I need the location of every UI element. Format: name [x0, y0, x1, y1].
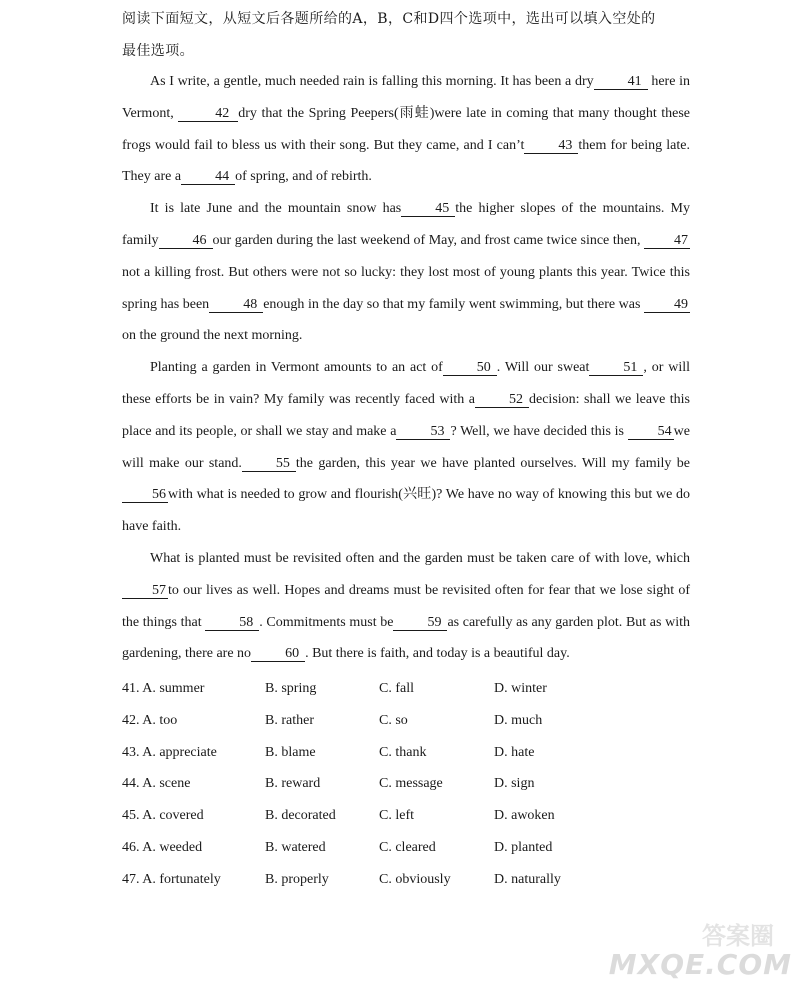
question-47-row [122, 866, 702, 898]
option-b: B. decorated [265, 808, 336, 824]
paragraph-3 [122, 352, 690, 543]
blank-47: 47 [644, 234, 690, 249]
passage-text: our garden during the last weekend of May, and frost came twice since then, [212, 232, 644, 248]
question-45-row [122, 802, 702, 834]
option-a: 42. A. too [122, 712, 178, 728]
option-c: C. fall [379, 681, 414, 696]
blank-56: 56 [122, 488, 168, 503]
option-b: B. properly [265, 871, 329, 887]
instructions-line-1: 阅读下面短文，从短文后各题所给的A，B，C和D四个选项中，选出可以填入空处的 [122, 11, 656, 27]
blank-50: 50 [443, 361, 497, 376]
question-44-row [122, 770, 702, 802]
blank-54: 54 [628, 425, 674, 440]
watermark-url-text: MXQE.COM [608, 948, 792, 981]
instructions-line-2: 最佳选项。 [122, 43, 194, 59]
passage-text: What is planted must be revisited often and the garden must be taken care of with love, which [150, 550, 690, 566]
option-d: D. hate [494, 744, 535, 760]
option-a: 43. A. appreciate [122, 744, 217, 760]
passage-text: dry that the Spring Peepers(雨蛙)were late in coming that many thought these frogs would fail to bless us with their song. But they came, and I can’t [122, 105, 691, 153]
option-c: C. message [379, 776, 443, 792]
option-c: C. thank [379, 744, 427, 760]
option-c: C. cleared [379, 839, 436, 855]
option-b: B. reward [265, 776, 321, 792]
blank-48: 48 [209, 298, 263, 313]
blank-57: 57 [122, 584, 168, 599]
passage-text: here in Vermont, [122, 74, 690, 121]
blank-52: 52 [475, 393, 529, 408]
blank-49: 49 [644, 298, 690, 313]
passage-text: not a killing frost. But others were not so lucky: they lost most of young plants this year. Twice this spring has been [122, 264, 690, 312]
blank-53: 53 [396, 425, 450, 440]
passage-text: It is late June and the mountain snow has [150, 201, 402, 217]
blank-55: 55 [242, 457, 296, 472]
option-d: D. awoken [494, 808, 555, 824]
passage-text: to our lives as well. Hopes and dreams must be revisited often for fear that we lose sight of the things that [122, 582, 690, 630]
passage [122, 66, 690, 670]
passage-text: decision: shall we leave this place and its people, or shall we stay and make a [122, 391, 690, 439]
passage-text: as carefully as any garden plot. But as with gardening, there are no [122, 614, 691, 662]
question-41-row [122, 675, 702, 707]
passage-text: the garden, this year we have planted ourselves. Will my family be [295, 455, 690, 471]
blank-59: 59 [393, 616, 447, 631]
option-a: 46. A. weeded [122, 839, 203, 855]
question-options [122, 675, 702, 898]
option-d: D. winter [494, 681, 547, 696]
blank-43: 43 [524, 139, 578, 154]
question-46-row [122, 834, 702, 866]
blank-51: 51 [589, 361, 643, 376]
blank-60: 60 [251, 647, 305, 662]
option-c: C. left [379, 808, 414, 824]
passage-text: on the ground the next morning. [122, 328, 303, 344]
option-a: 47. A. fortunately [122, 871, 221, 887]
passage-text: . Will our sweat [496, 360, 590, 376]
question-43-row [122, 739, 702, 771]
paragraph-1 [122, 66, 690, 193]
passage-text: ? Well, we have decided this is [450, 423, 628, 439]
option-d: D. much [494, 712, 543, 728]
option-b: B. blame [265, 744, 316, 760]
passage-text: we will make our stand. [122, 423, 690, 471]
passage-text: As I write, a gentle, much needed rain is falling this morning. It has been a dry [150, 74, 594, 89]
option-b: B. watered [265, 839, 326, 855]
paragraph-4 [122, 543, 690, 670]
option-c: C. so [379, 712, 408, 728]
option-a: 45. A. covered [122, 808, 204, 824]
option-a: 41. A. summer [122, 681, 205, 696]
option-b: B. rather [265, 712, 314, 728]
option-d: D. naturally [494, 871, 561, 887]
passage-text: them for being late. They are a [122, 137, 690, 185]
option-b: B. spring [265, 681, 317, 696]
option-a: 44. A. scene [122, 776, 191, 792]
blank-44: 44 [181, 170, 235, 185]
passage-text: of spring, and of rebirth. [235, 169, 372, 185]
question-42-row [122, 707, 702, 739]
paragraph-2 [122, 193, 690, 352]
passage-text: enough in the day so that my family went swimming, but there was [263, 296, 644, 312]
blank-45: 45 [401, 202, 455, 217]
option-d: D. sign [494, 776, 535, 792]
passage-text: . But there is faith, and today is a beautiful day. [305, 646, 570, 662]
site-watermark [608, 922, 804, 987]
blank-42: 42 [178, 107, 238, 122]
passage-text: Planting a garden in Vermont amounts to an act of [150, 360, 443, 376]
blank-41: 41 [594, 75, 648, 90]
passage-text: . Commitments must be [259, 614, 394, 630]
option-c: C. obviously [379, 871, 451, 887]
watermark-logo-text: 答案圈 [702, 922, 774, 950]
passage-text: , or will these efforts be in vain? My family was recently faced with a [122, 360, 690, 407]
passage-text: the higher slopes of the mountains. My family [122, 201, 690, 248]
blank-46: 46 [159, 234, 213, 249]
option-d: D. planted [494, 839, 553, 855]
passage-text: with what is needed to grow and flourish(兴旺)? We have no way of knowing this but we do have faith. [122, 487, 690, 535]
blank-58: 58 [205, 616, 259, 631]
